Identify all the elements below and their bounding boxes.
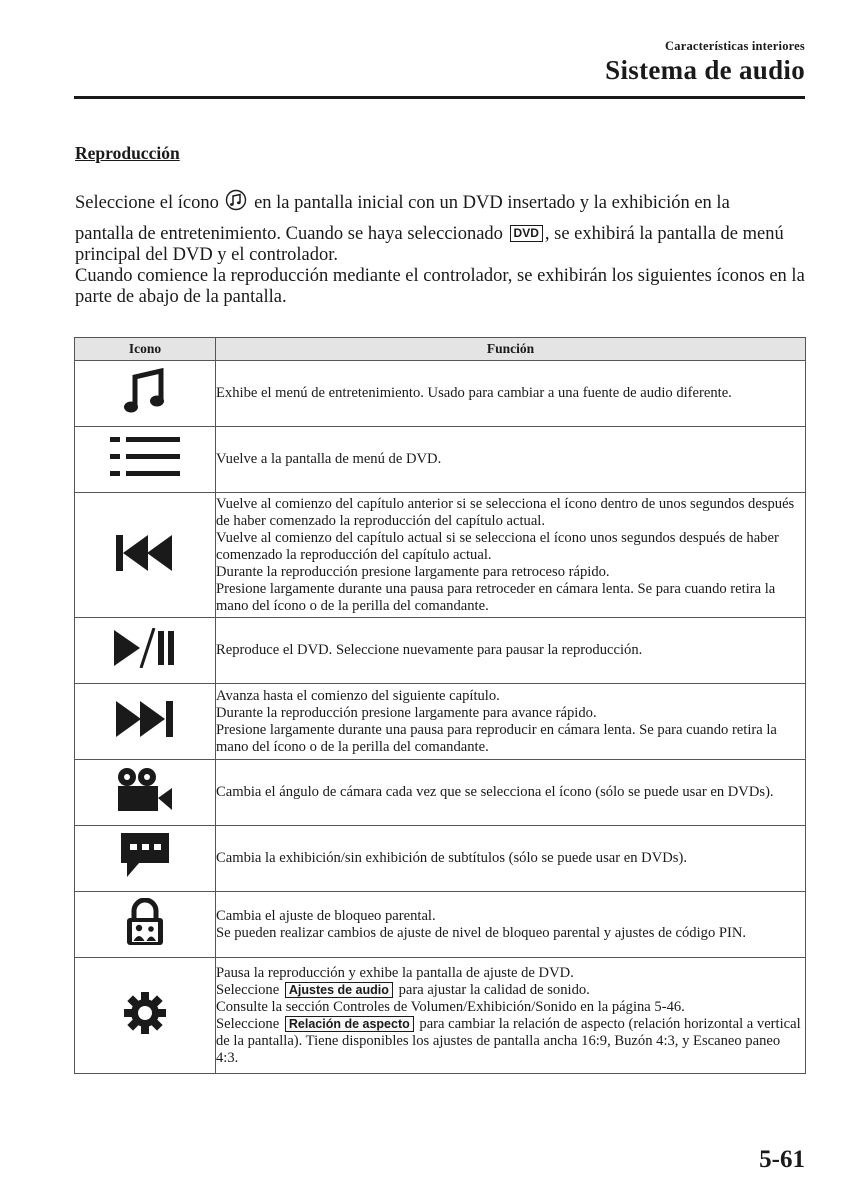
play-pause-icon [114,655,176,672]
function-text: Cambia la exhibición/sin exhibición de subtítulos (sólo se puede usar en DVDs). [216,850,687,866]
table-row [75,760,806,826]
intro-paragraph-1 [75,189,810,217]
icon-function-table [74,337,806,1074]
function-text: Durante la reproducción presione largamente para avance rápido. [216,704,597,721]
function-text: Durante la reproducción presione largamente para retroceso rápido. [216,563,610,580]
icon-cell [75,684,216,760]
gear-icon [123,1022,167,1039]
function-text: Vuelve al comienzo del capítulo anterior si se selecciona el ícono dentro de unos segundos después de haber comenzado la reproducción del capítulo actual. [216,495,795,529]
icon-cell [75,892,216,958]
function-text: Cambia el ajuste de bloqueo parental. [216,907,436,924]
intro-text-1b: en la pantalla inicial con un DVD insertado y la exhibición en la [254,193,730,213]
table-row [75,826,806,892]
function-text: Se pueden realizar cambios de ajuste de nivel de bloqueo parental y ajustes de código PIN. [216,924,747,941]
table-row [75,618,806,684]
table-row [75,427,806,493]
parental-lock-icon [125,933,165,950]
intro-paragraph-2 [75,224,810,308]
function-text: Pausa la reproducción y exhibe la pantalla de ajuste de DVD. [216,964,574,981]
audio-settings-button: Ajustes de audio [285,982,393,998]
list-menu-icon [110,466,180,483]
function-text: Avanza hasta el comienzo del siguiente capítulo. [216,687,500,704]
icon-cell [75,826,216,892]
next-chapter-icon [116,724,174,741]
function-cell [216,493,806,618]
intro-text-3: Cuando comience la reproducción mediante el controlador, se exhibirán los siguientes íconos en la parte de abajo de la pantalla. [75,266,805,307]
function-text-audio [216,982,805,999]
function-cell [216,826,806,892]
aspect-ratio-button: Relación de aspecto [285,1016,414,1032]
column-header-function: Función [216,338,806,361]
table-row [75,361,806,427]
intro-text-1a: Seleccione el ícono [75,193,219,213]
icon-cell [75,760,216,826]
icon-cell [75,493,216,618]
select-word: Seleccione [216,1015,280,1032]
icon-cell [75,427,216,493]
function-cell [216,427,806,493]
previous-chapter-icon [116,558,174,575]
function-text: Vuelve al comienzo del capítulo actual si se selecciona el ícono unos segundos después de haber comenzado la reproducción del capítulo actual. [216,529,779,563]
icon-cell [75,361,216,427]
function-cell [216,892,806,958]
page-number: 5-61 [759,1146,805,1173]
column-header-icon: Icono [75,338,216,361]
function-text: Consulte la sección Controles de Volumen/Exhibición/Sonido en la página 5-46. [216,998,685,1015]
icon-cell [75,958,216,1074]
table-row [75,958,806,1074]
function-text-aspect [216,1016,805,1067]
function-text: Presione largamente durante una pausa para retroceder en cámara lenta. Se para cuando retira la mano del ícono o de la perilla del comandante. [216,580,776,614]
function-text: Presione largamente durante una pausa para reproducir en cámara lenta. Se para cuando retira la mano del ícono o de la perilla del comandante. [216,721,777,755]
function-text: Exhibe el menú de entretenimiento. Usado para cambiar a una fuente de audio diferente. [216,385,732,401]
table-row [75,892,806,958]
icon-cell [75,618,216,684]
audio-settings-desc: para ajustar la calidad de sonido. [398,981,590,998]
camera-angle-icon [116,799,174,816]
function-text: Reproduce el DVD. Seleccione nuevamente para pausar la reproducción. [216,642,643,658]
table-row [75,493,806,618]
chapter-title: Características interiores [665,39,805,53]
table-row [75,684,806,760]
music-note-icon [123,402,167,419]
aspect-ratio-desc: para cambiar la relación de aspecto (relación horizontal a vertical de la pantalla). Tiene disponibles los ajustes de pantalla ancha 16:9, Buzón 4:3, y Escaneo paneo 4:3. [216,1015,801,1066]
subtitle-icon [121,866,169,883]
function-cell [216,361,806,427]
function-cell [216,958,806,1074]
function-cell [216,618,806,684]
function-cell [216,684,806,760]
header-divider [74,96,805,99]
dvd-button-label: DVD [510,225,543,242]
function-cell [216,760,806,826]
page-title: Sistema de audio [605,55,805,85]
section-heading: Reproducción [75,143,180,163]
intro-text-2b: , se exhibirá la pantalla de menú principal del DVD y el controlador. [75,224,784,265]
function-text: Vuelve a la pantalla de menú de DVD. [216,451,442,467]
music-note-circle-icon [225,189,247,217]
select-word: Seleccione [216,981,280,998]
function-text: Cambia el ángulo de cámara cada vez que se selecciona el ícono (sólo se puede usar en DVDs). [216,784,774,800]
intro-text-2a: pantalla de entretenimiento. Cuando se haya seleccionado [75,224,503,244]
